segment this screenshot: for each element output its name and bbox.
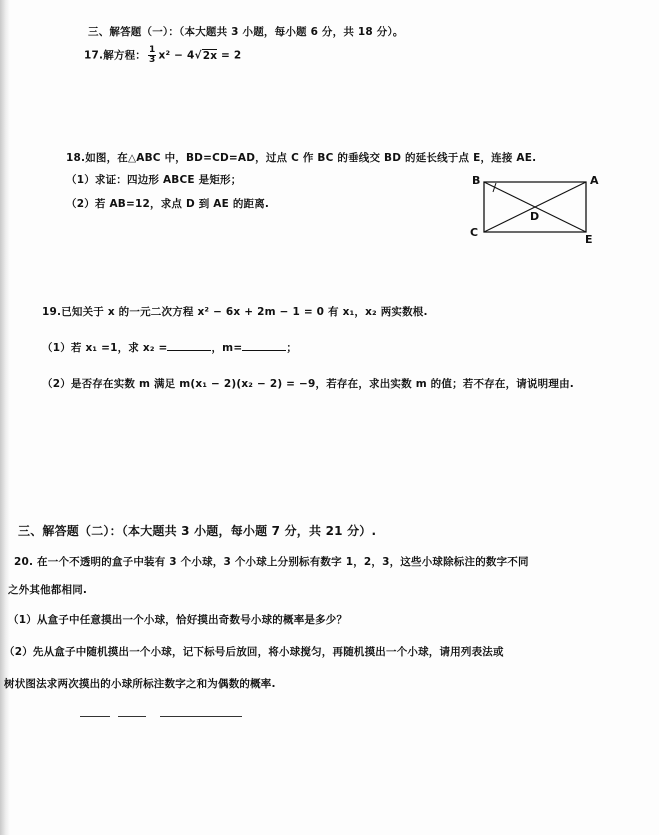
q17-fraction [148, 46, 156, 65]
q18-part1: （1）求证：四边形 ABCE 是矩形； [66, 174, 242, 186]
x2-answer-blank [167, 340, 211, 351]
label-d: D [530, 210, 540, 223]
q20-part2-line1: （2）先从盒子中随机摸出一个小球，记下标号后放回，将小球搅匀，再随机摸出一个小球，请用列表法或 [4, 646, 504, 658]
q18-stem: 18.如图，在△ABC 中，BD=CD=AD，过点 C 作 BC 的垂线交 BD 的延长线于点 E，连接 AE. [66, 152, 537, 164]
q19-part1-end: ； [286, 342, 298, 354]
q19-part2: （2）是否存在实数 m 满足 m(x₁ − 2)(x₂ − 2) = −9，若存在，求出实数 m 的值；若不存在，请说明理由. [42, 378, 574, 390]
q17-fraction-denominator: 3 [149, 55, 156, 65]
label-a: A [590, 174, 599, 187]
section2-heading: 三、解答题（二）：（本大题共 3 小题，每小题 7 分，共 21 分）. [18, 524, 377, 538]
q19-part1-prefix: （1）若 x₁ =1，求 x₂ = [42, 342, 168, 354]
q17-equals: = 2 [217, 49, 242, 62]
q20-stem-line1: 20. 在一个不透明的盒子中装有 3 个小球，3 个小球上分别标有数字 1，2，3，这些小球除标注的数字不同 [14, 556, 529, 568]
label-e: E [585, 233, 593, 245]
m-answer-blank [242, 340, 286, 351]
stray-mark-2 [118, 716, 146, 717]
page-edge-shadow [0, 0, 10, 835]
stray-mark-1 [80, 716, 110, 717]
q18-part2: （2）若 AB=12，求点 D 到 AE 的距离. [66, 198, 270, 210]
q17-label: 17.解方程： [84, 49, 147, 62]
q17-equation-tail: x² − 4 [158, 49, 195, 62]
section1-heading: 三、解答题（一）：（本大题共 3 小题，每小题 6 分，共 18 分）。 [88, 26, 404, 38]
q17-sqrt-arg: 2x [202, 49, 218, 62]
label-b: B [472, 174, 481, 187]
q19-part1-mid: ，m= [211, 342, 243, 354]
q20-part1: （1）从盒子中任意摸出一个小球，恰好摸出奇数号小球的概率是多少？ [8, 614, 348, 626]
stray-mark-3 [160, 716, 242, 717]
q17-fraction-numerator: 1 [149, 45, 156, 55]
q20-stem-line2: 之外其他都相同. [8, 584, 88, 596]
sqrt-icon: √ [194, 49, 202, 62]
q19-stem: 19.已知关于 x 的一元二次方程 x² − 6x + 2m − 1 = 0 有 x₁，x₂ 两实数根. [42, 306, 428, 318]
q19-part1 [42, 340, 297, 355]
q18-rectangle-figure [468, 170, 618, 245]
q20-part2-line2: 树状图法求两次摸出的小球所标注数字之和为偶数的概率. [4, 678, 276, 690]
label-c: C [470, 226, 479, 239]
q17-equation [84, 46, 241, 65]
